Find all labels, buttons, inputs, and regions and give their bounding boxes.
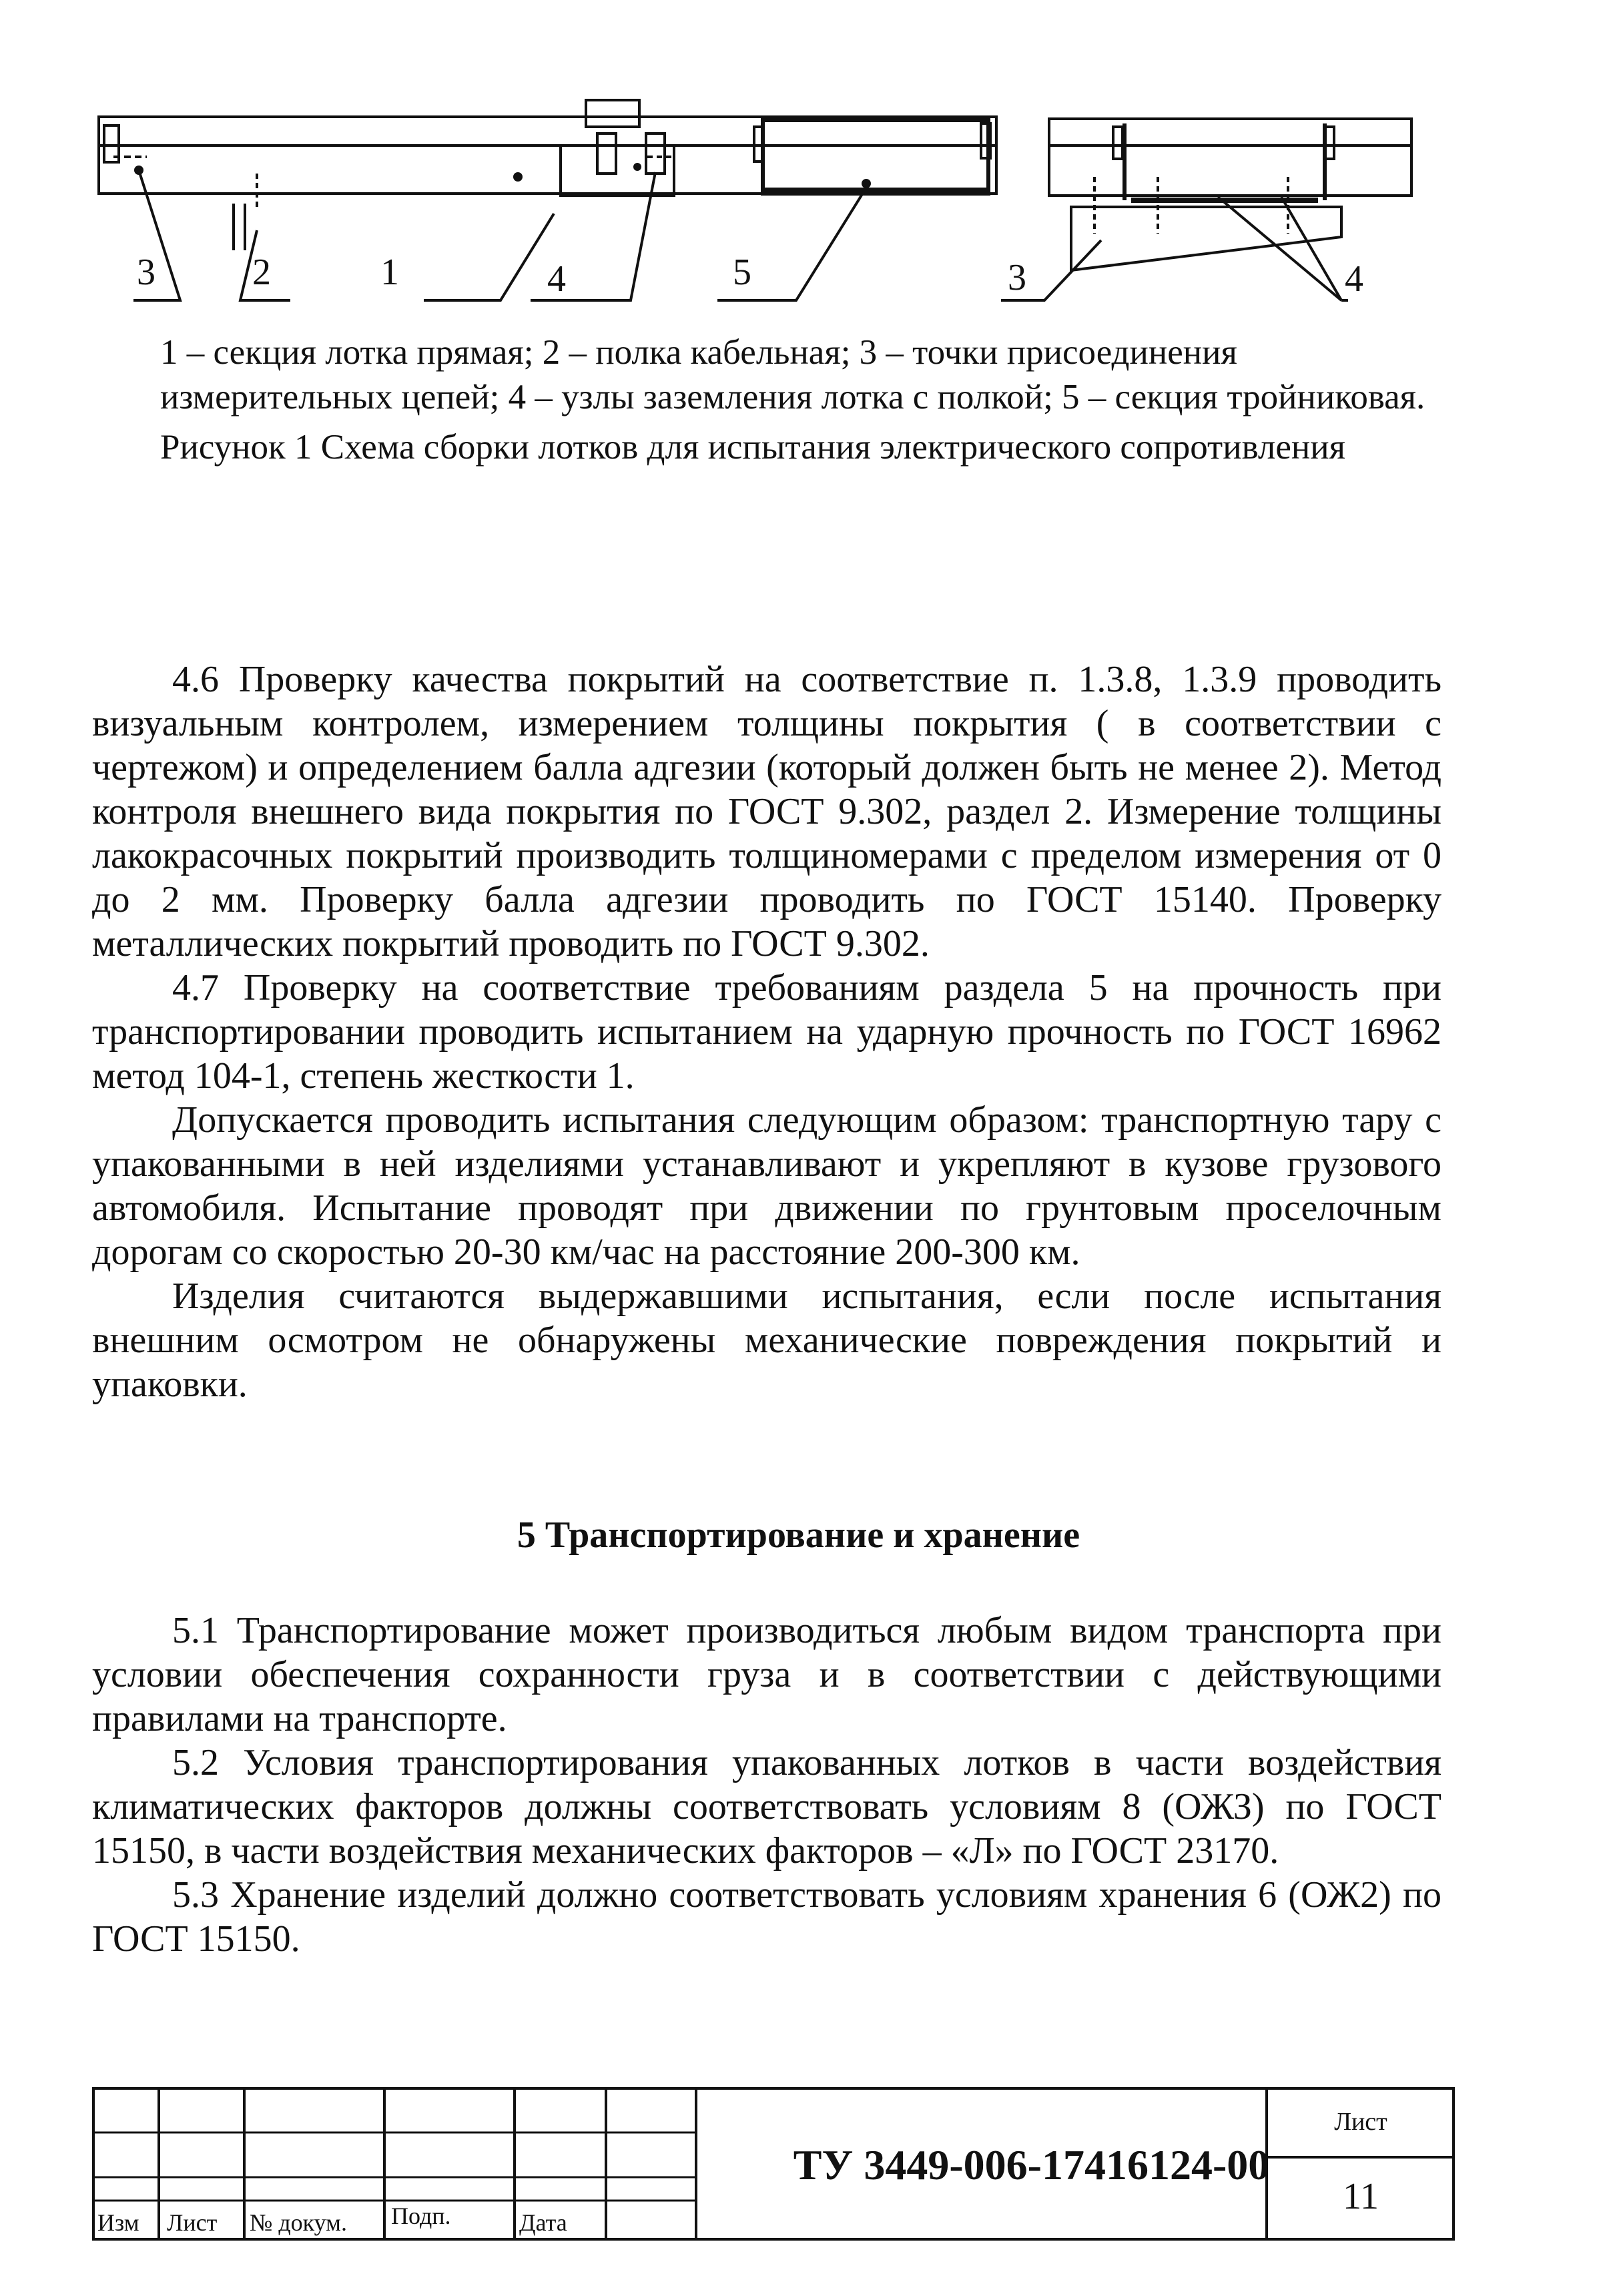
callout-3-right: 3 — [1008, 257, 1026, 298]
assembly-drawing — [87, 93, 1435, 324]
stamp-col-podp: Подп. — [391, 2203, 451, 2229]
straight-tray-section — [99, 117, 996, 194]
leader-4-right-b — [1281, 197, 1341, 300]
callout-4-right: 4 — [1345, 258, 1363, 300]
side-view-shelf — [1071, 207, 1341, 270]
document-code: ТУ 3449-006-17416124-00 — [793, 2141, 1270, 2189]
paragraph-4-6: 4.6 Проверку качества покрытий на соответствие п. 1.3.8, 1.3.9 проводить визуальным контролем, измерением толщины покрытия ( в соответствии с чертежом) и определением балла адгезии (который должен быть не менее 2). Метод контроля внешнего вида покрытия по ГОСТ 9.302, раздел 2. Измерение толщины лакокрасочных покрытий производить толщиномерами с пределом измерения от 0 до 2 мм. Проверку балла адгезии проводить по ГОСТ 15140. Проверку металлических покрытий проводить по ГОСТ 9.302. — [92, 659, 1442, 964]
callout-4-left: 4 — [547, 258, 566, 300]
section-5-heading: 5 Транспортирование и хранение — [517, 1514, 1080, 1556]
leader-1 — [424, 214, 554, 300]
paragraph-5-1: 5.1 Транспортирование может производиться любым видом транспорта при условии обеспечения сохранности груза и в соответствии с действующими правилами на транспорте. — [92, 1610, 1442, 1739]
stamp-col-izm: Изм — [97, 2209, 139, 2236]
stamp-col-list: Лист — [167, 2209, 218, 2236]
callout-3-left: 3 — [137, 252, 155, 293]
section-5-text — [92, 1609, 1442, 1961]
side-view-tray — [1049, 119, 1411, 196]
tray-assembly-schematic — [87, 93, 1435, 324]
sheet-number: 11 — [1343, 2176, 1379, 2217]
figure-legend: 1 – секция лотка прямая; 2 – полка кабельная; 3 – точки присоединения измерительных цепей; 4 – узлы заземления лотка с полкой; 5 – секция тройниковая. — [160, 333, 1425, 416]
callout-5: 5 — [733, 252, 751, 293]
callout-1: 1 — [380, 252, 399, 293]
paragraph-5-3: 5.3 Хранение изделий должно соответствовать условиям хранения 6 (ОЖ2) по ГОСТ 15150. — [92, 1874, 1442, 1960]
paragraph-5-2: 5.2 Условия транспортирования упакованных лотков в части воздействия климатических факторов должны соответствовать условиям 8 (ОЖЗ) по ГОСТ 15150, в части воздействия механических факторов – «Л» по ГОСТ 23170. — [92, 1742, 1442, 1872]
stamp-col-data: Дата — [519, 2209, 567, 2236]
sheet-label: Лист — [1334, 2108, 1387, 2136]
title-block-stamp — [92, 2087, 1455, 2241]
paragraph-allowed-test: Допускается проводить испытания следующим образом: транспортную тару с упакованными в ней изделиями устанавливают и укрепляют в кузове грузового автомобиля. Испытание проводят при движении по грунтовым проселочным дорогам со скоростью 20-30 км/час на расстояние 200-300 км. — [92, 1099, 1442, 1273]
tee-tray-section — [763, 120, 988, 194]
figure-caption — [160, 330, 1455, 470]
paragraph-4-7: 4.7 Проверку на соответствие требованиям раздела 5 на прочность при транспортировании проводить испытанием на ударную прочность по ГОСТ 16962 метод 104-1, степень жесткости 1. — [92, 967, 1442, 1097]
paragraph-test-result: Изделия считаются выдержавшими испытания, если после испытания внешним осмотром не обнаружены механические повреждения покрытий и упаковки. — [92, 1275, 1442, 1405]
figure-title: Рисунок 1 Схема сборки лотков для испытания электрического сопротивления — [160, 428, 1345, 467]
callout-2: 2 — [252, 252, 271, 293]
section-4-text — [92, 657, 1442, 1406]
stamp-col-doc: № докум. — [250, 2209, 347, 2236]
